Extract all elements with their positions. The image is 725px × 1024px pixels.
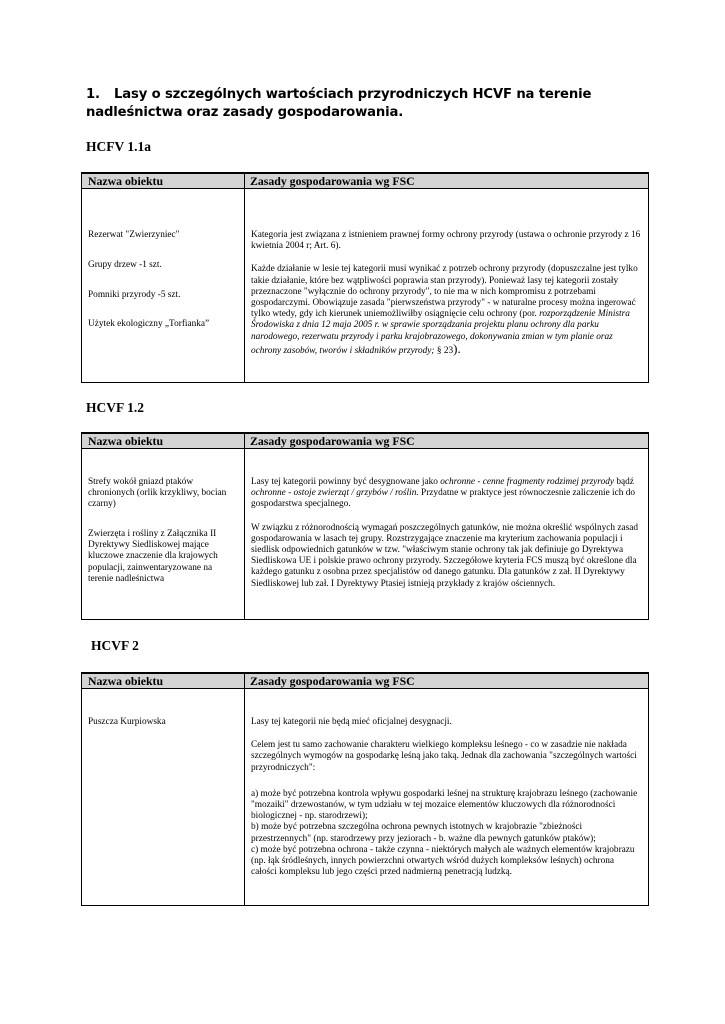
rules-list-item-b: b) może być potrzebna szczególna ochrona pewnych istotnych w krajobrazie "zbieżności przestrzennych" (np. starodrzewy przy jeziorach - b. ważne dla pewnych gatunków ptaków); (251, 822, 596, 844)
rules-text: Lasy tej kategorii powinny być desygnowane jako (251, 477, 441, 487)
table-hcvf-2 (81, 672, 649, 906)
heading-number: 1. (86, 87, 100, 102)
rules-text: bądź (614, 477, 634, 487)
rules-paragraph (251, 477, 642, 511)
column-header-object: Nazwa obiektu (82, 433, 245, 449)
object-item: Rezerwat "Zwierzyniec" (88, 230, 180, 240)
column-header-object: Nazwa obiektu (82, 173, 245, 189)
object-cell (82, 449, 245, 620)
object-item: Pomniki przyrody -5 szt. (88, 290, 181, 300)
rules-text: Przydatne w praktyce jest równoczesnie zaliczenie ich do gospodarstwa specjalnego. (251, 488, 636, 510)
column-header-rules: Zasady gospodarowania wg FSC (245, 433, 649, 449)
object-item: Puszcza Kurpiowska (88, 717, 166, 727)
table-header-row (82, 433, 649, 449)
document-heading (86, 86, 646, 122)
rules-designation: ochronne - cenne fragmenty rodzimej przyrody (440, 477, 615, 487)
section-title-hcvf-2: HCVF 2 (91, 638, 139, 653)
rules-cell (245, 189, 649, 383)
object-item: Zwierzęta i rośliny z Załącznika II Dyrektywy Siedliskowej mające kluczowe znaczenie dla krajowych populacji, zainwentaryzowane na terenie nadleśnictwa (88, 529, 218, 584)
heading-text: Lasy o szczególnych wartościach przyrodniczych HCVF na terenie nadleśnictwa oraz zasady gospodarowania. (86, 87, 592, 120)
rules-cell (245, 689, 649, 906)
rules-cell (245, 449, 649, 620)
column-header-object: Nazwa obiektu (82, 673, 245, 689)
table-row (82, 689, 649, 906)
object-item: Użytek ekologiczny „Torfianka” (88, 319, 210, 329)
rules-citation: rozporządzenie Ministra Środowiska z dnia 12 maja 2005 r. w sprawie sporządzania projektu planu ochrony dla parku narodowego, rezerwatu przyrody i parku krajobrazowego, dokonywania zmian w tym planie oraz ochrony zasobów, tworów i składników przyrody; (251, 309, 630, 356)
object-cell (82, 189, 245, 383)
object-cell (82, 689, 245, 906)
rules-paragraph: W związku z różnorodnością wymagań poszczególnych gatunków, nie można określić wspólnych zasad gospodarowania w lasach tej grupy. Rozstrzygające znaczenie ma kryterium zachowania populacji i siedlisk odpowiednich gatunków w tzw. "właściwym stanie ochrony tak jak definiuje go Dyrektywa Siedliskowa UE i polskie prawo ochrony przyrody. Szczegółowe kryteria FCS muszą być określone dla każdego gatunku z osobna przez specjalistów od danego gatunku. Dla gatunków z zał. II Dyrektywy Siedliskowej lub zał. I Dyrektywy Ptasiej istnieją przykłady z krajów ościennych. (251, 522, 638, 589)
rules-paragraph: Lasy tej kategorii nie będą mieć oficjalnej desygnacji. (251, 717, 452, 727)
table-hcvf-1-1a (81, 172, 649, 383)
table-row (82, 189, 649, 383)
table-header-row (82, 673, 649, 689)
section-title-hcvf-1-1a: HCFV 1.1a (86, 139, 152, 154)
rules-list-item-a: a) może być potrzebna kontrola wpływu gospodarki leśnej na strukturę krajobrazu leśnego (zachowanie "mozaiki" drzewostanów, w tym udziału w tej mozaice elementów kluczowych dla różnorodności biologicznej - np. starodrzewi); (251, 788, 638, 822)
rules-text: Każde działanie w lesie tej kategorii musi wynikać z potrzeb ochrony przyrody (dopuszczalne jest tylko takie działanie, które bez wątpliwości poprawia stan przyrody). Ponieważ lasy tej kategorii zostały przeznaczone "wyłącznie do ochrony przyrody", to nie ma w nich kompromisu z potrzebami gospodarczymi. Obowiązuje zasada "pierwszeństwa przyrody" - w naturalne procesy można ingerować tylko wtedy, gdy ich kierunek uniemożliwiłby osiągnięcie celu ochrony (por. (251, 264, 638, 320)
section-title-hcvf-1-2: HCVF 1.2 (86, 400, 144, 415)
object-item: Strefy wokół gniazd ptaków chronionych (orlik krzykliwy, bocian czarny) (88, 477, 227, 510)
column-header-rules: Zasady gospodarowania wg FSC (245, 173, 649, 189)
table-header-row (82, 173, 649, 189)
rules-closing: ). (453, 340, 461, 356)
column-header-rules: Zasady gospodarowania wg FSC (245, 673, 649, 689)
rules-paragraph: Kategoria jest związana z istnieniem prawnej formy ochrony przyrody (ustawa o ochronie przyrody z 16 kwietnia 2004 r; Art. 6). (251, 230, 641, 252)
table-hcvf-1-2 (81, 432, 649, 620)
rules-reference: § 23 (434, 345, 454, 356)
rules-paragraph: Celem jest tu samo zachowanie charakteru wielkiego kompleksu leśnego - co w zasadzie nie nakłada szczególnych wymogów na gospodarkę leśną jako taką. Jednak dla zachowania "szczególnych wartości przyrodniczych": (251, 740, 637, 773)
rules-designation: ochronne - ostoje zwierząt / grzybów / roślin. (251, 488, 419, 499)
rules-paragraph (251, 264, 642, 357)
table-row (82, 449, 649, 620)
object-item: Grupy drzew -1 szt. (88, 260, 162, 270)
rules-list-item-c: c) może być potrzebna ochrona - także czynna - niektórych małych ale ważnych elementów krajobrazu (np. łąk śródleśnych, innych powierzchni otwartych wśród dużych kompleksów leśnych) ochrona całości kompleksu lub jego części przed nadmierną penetracją ludzką. (251, 844, 635, 878)
